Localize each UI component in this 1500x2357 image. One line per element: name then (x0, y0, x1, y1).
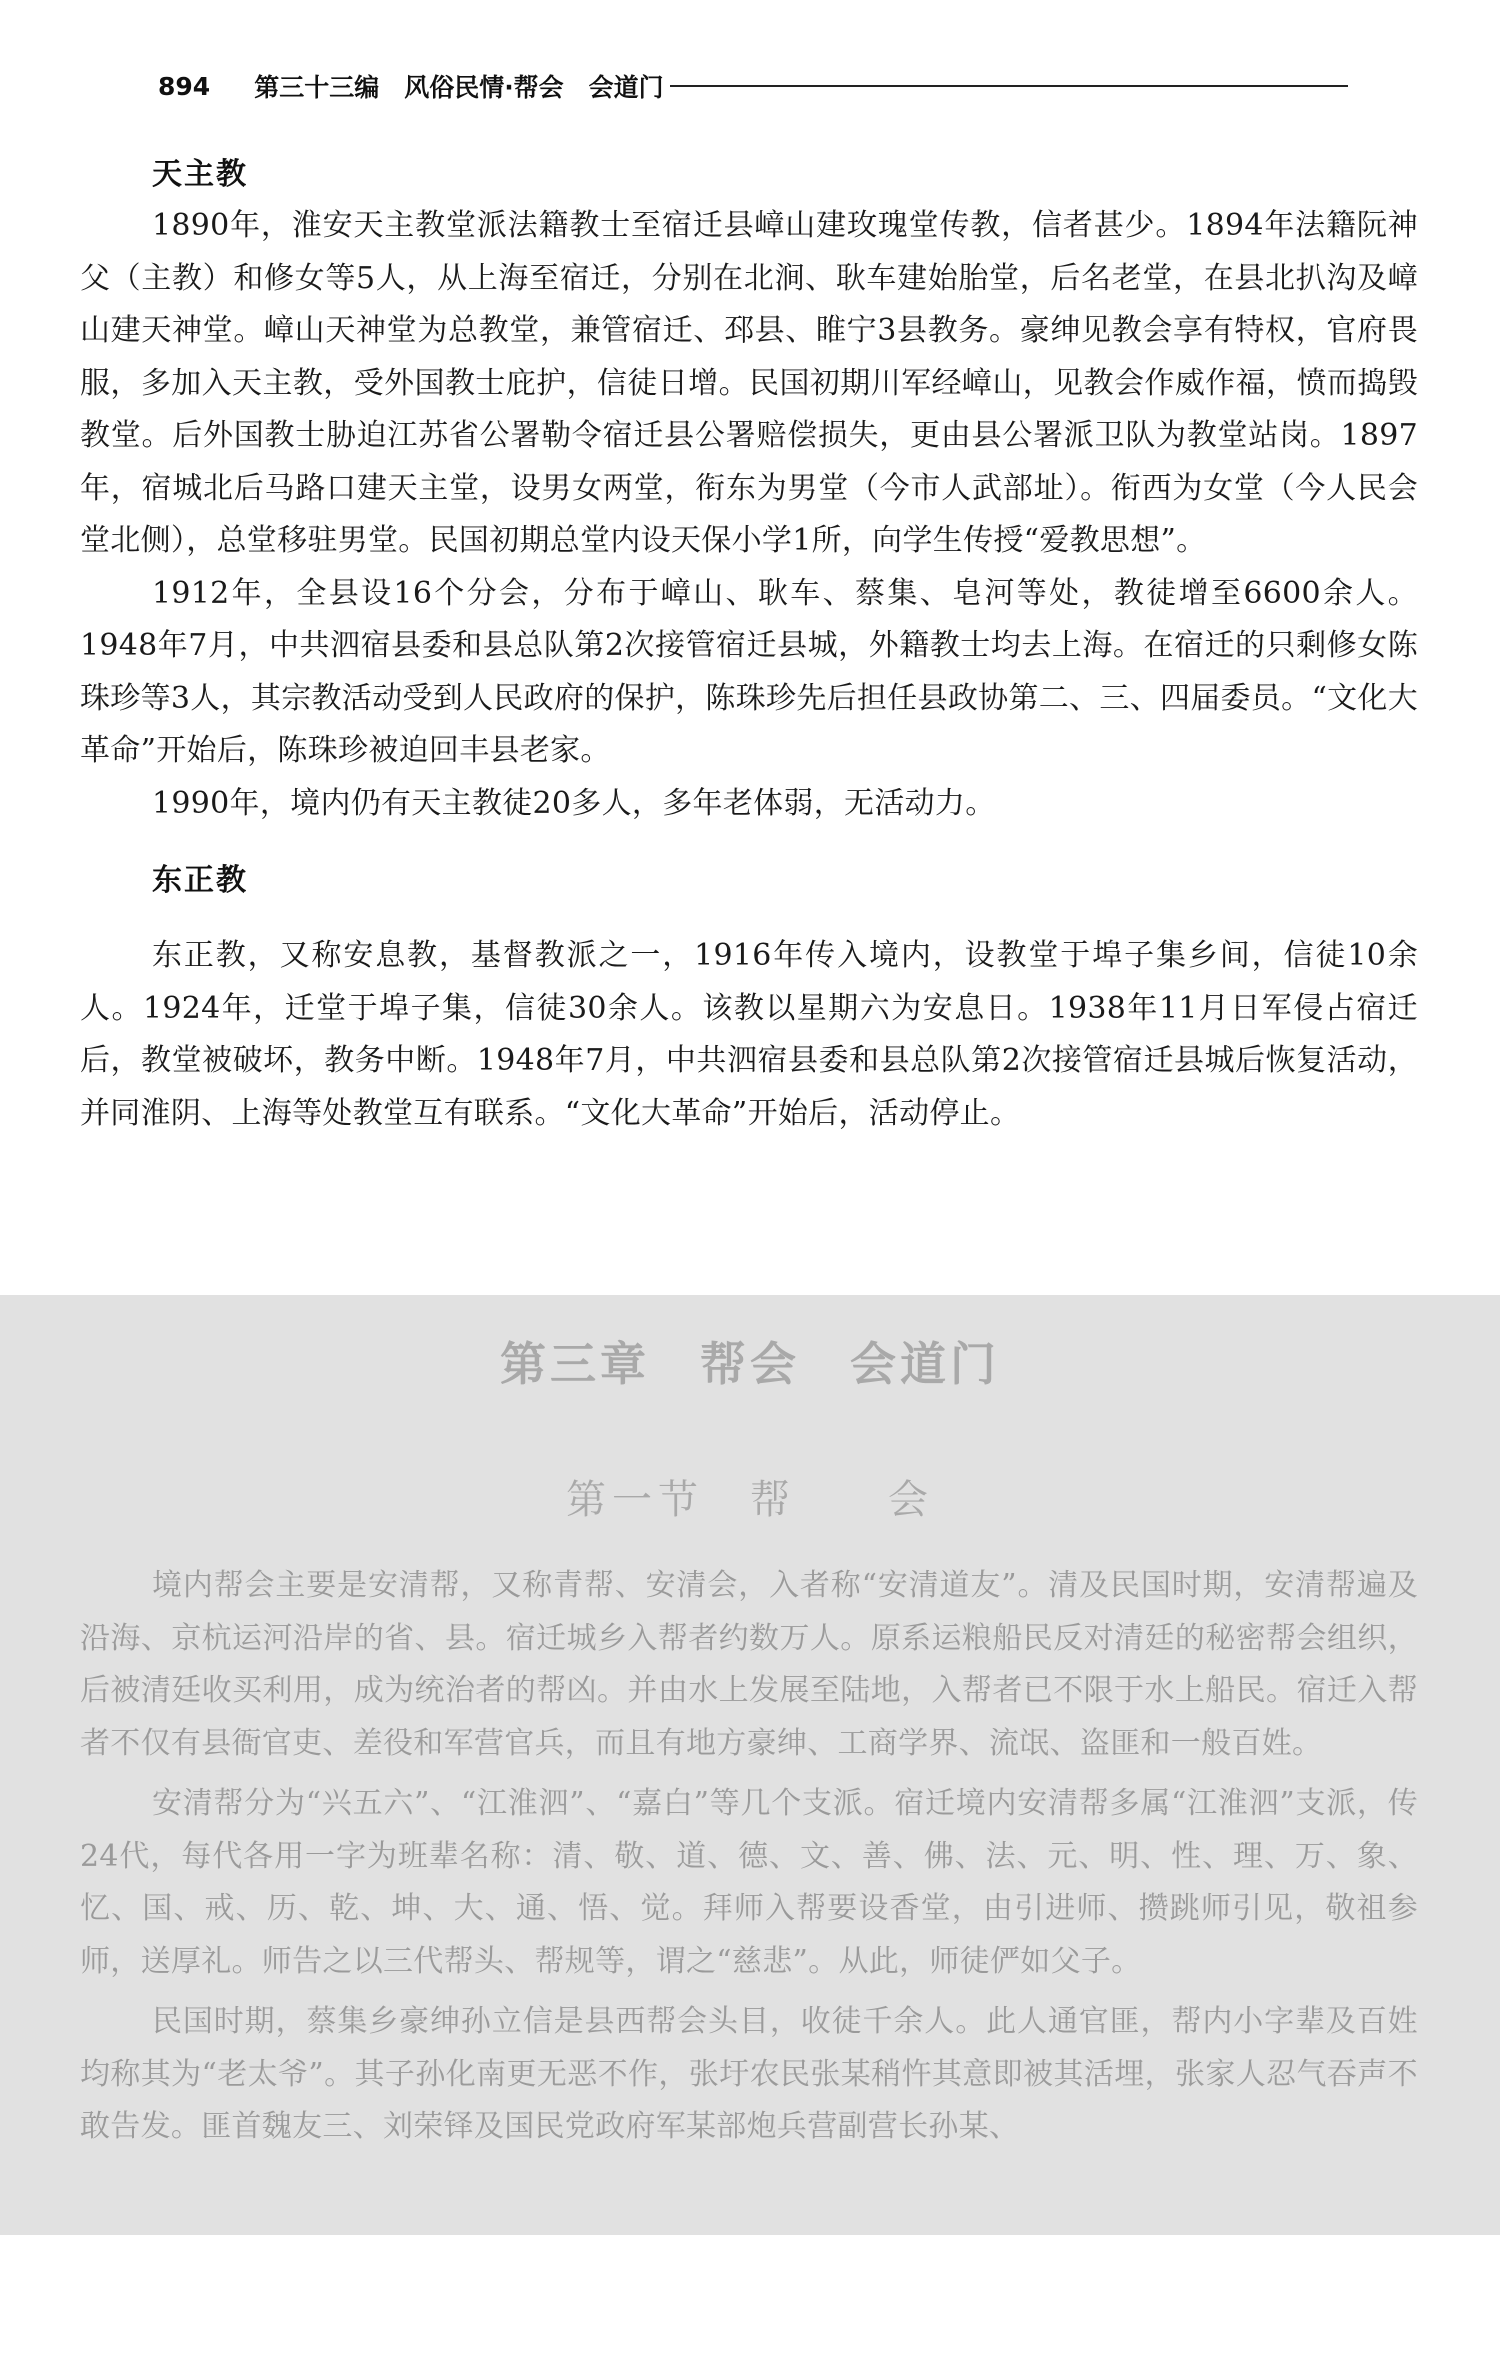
page-number: 894 (158, 71, 211, 101)
lower-content (80, 1560, 1418, 2162)
chapter-title: 第三章 帮会 会道门 (500, 1337, 1000, 1391)
gang-paragraph-2: 安清帮分为“兴五六”、“江淮泗”、“嘉白”等几个支派。宿迁境内安清帮多属“江淮泗”支派，传24代，每代各用一字为班辈名称：清、敬、道、德、文、善、佛、法、元、明、性、理、万、象、忆、国、戒、历、乾、坤、大、通、悟、觉。拜师入帮要设香堂，由引进师、攒跳师引见，敬祖参师，送厚礼。师告之以三代帮头、帮规等，谓之“慈悲”。从此，师徒俨如父子。 (80, 1786, 1418, 1979)
running-section-title: 第三十三编 风俗民情·帮会 会道门 (254, 73, 664, 102)
eastern-orthodox-paragraph: 东正教，又称安息教，基督教派之一，1916年传入境内，设教堂于埠子集乡间，信徒10余人。1924年，迁堂于埠子集，信徒30余人。该教以星期六为安息日。1938年11月日军侵占宿迁后，教堂被破坏，教务中断。1948年7月，中共泗宿县委和县总队第2次接管宿迁县城后恢复活动，并同淮阴、上海等处教堂互有联系。“文化大革命”开始后，活动停止。 (80, 938, 1418, 1131)
gang-paragraph-1: 境内帮会主要是安清帮，又称青帮、安清会，入者称“安清道友”。清及民国时期，安清帮遍及沿海、京杭运河沿岸的省、县。宿迁城乡入帮者约数万人。原系运粮船民反对清廷的秘密帮会组织，后被清廷收买利用，成为统治者的帮凶。并由水上发展至陆地，入帮者已不限于水上船民。宿迁入帮者不仅有县衙官吏、差役和军营官兵，而且有地方豪绅、工商学界、流氓、盗匪和一般百姓。 (80, 1568, 1418, 1761)
spacer (80, 830, 1418, 856)
upper-content (80, 150, 1418, 1140)
section-title: 第一节 帮 会 (566, 1477, 934, 1523)
catholic-paragraph-3: 1990年，境内仍有天主教徒20多人，多年老体弱，无活动力。 (152, 785, 996, 821)
header-rule (670, 85, 1348, 87)
spacer (80, 906, 1418, 930)
catholic-paragraph-2: 1912年，全县设16个分会，分布于嶂山、耿车、蔡集、皂河等处，教徒增至6600余人。1948年7月，中共泗宿县委和县总队第2次接管宿迁县城，外籍教士均去上海。在宿迁的只剩修女陈珠珍等3人，其宗教活动受到人民政府的保护，陈珠珍先后担任县政协第二、三、四届委员。“文化大革命”开始后，陈珠珍被迫回丰县老家。 (80, 575, 1419, 768)
gang-paragraph-3: 民国时期，蔡集乡豪绅孙立信是县西帮会头目，收徒千余人。此人通官匪，帮内小字辈及百姓均称其为“老太爷”。其子孙化南更无恶不作，张圩农民张某稍忤其意即被其活埋，张家人忍气吞声不敢告发。匪首魏友三、刘荣铎及国民党政府军某部炮兵营副营长孙某、 (80, 2004, 1418, 2144)
eastern-orthodox-heading: 东正教 (152, 863, 248, 898)
catholic-heading: 天主教 (152, 157, 248, 192)
catholic-paragraph-1: 1890年，淮安天主教堂派法籍教士至宿迁县嶂山建玫瑰堂传教，信者甚少。1894年法籍阮神父（主教）和修女等5人，从上海至宿迁，分别在北涧、耿车建始胎堂，后名老堂，在县北扒沟及嶂山建天神堂。嶂山天神堂为总教堂，兼管宿迁、邳县、睢宁3县教务。豪绅见教会享有特权，官府畏服，多加入天主教，受外国教士庇护，信徒日增。民国初期川军经嶂山，见教会作威作福，愤而捣毁教堂。后外国教士胁迫江苏省公署勒令宿迁县公署赔偿损失，更由县公署派卫队为教堂站岗。1897年，宿城北后马路口建天主堂，设男女两堂，衔东为男堂（今市人武部址）。衔西为女堂（今人民会堂北侧），总堂移驻男堂。民国初期总堂内设天保小学1所，向学生传授“爱教思想”。 (80, 208, 1418, 558)
running-header (158, 66, 1348, 106)
